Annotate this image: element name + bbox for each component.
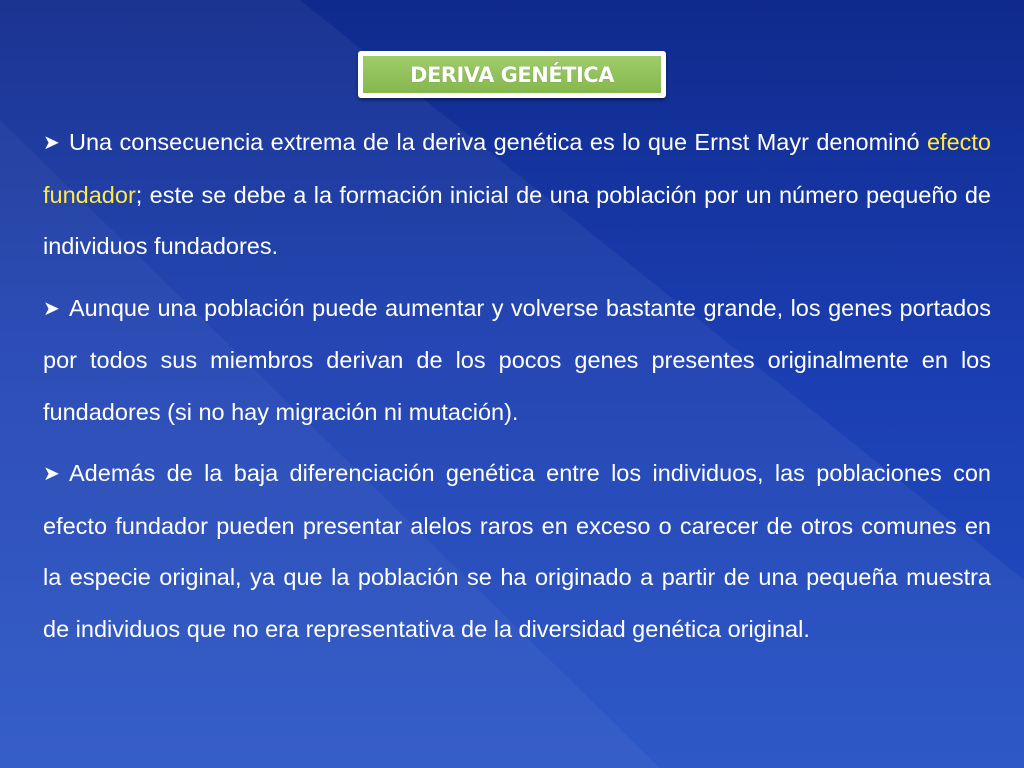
- paragraph-3: [43, 448, 991, 655]
- paragraph-2: [43, 283, 991, 439]
- paragraph-1: [43, 117, 991, 273]
- title-banner: [363, 56, 661, 93]
- chevron-right-icon: ➤: [43, 463, 60, 485]
- chevron-right-icon: ➤: [43, 132, 60, 154]
- paragraph-1-text-start: Una consecuencia extrema de la deriva genética es lo que Ernst Mayr denominó: [69, 129, 927, 155]
- paragraph-1-text-end: ; este se debe a la formación inicial de una población por un número pequeño de individuos fundadores.: [43, 181, 991, 259]
- paragraph-2-text: Aunque una población puede aumentar y volverse bastante grande, los genes portados por todos sus miembros derivan de los pocos genes presentes originalmente en los fundadores (si no hay migración ni mutación).: [43, 294, 991, 425]
- chevron-right-icon: ➤: [43, 297, 60, 320]
- highlight-term: efecto fundador: [43, 129, 991, 208]
- paragraph-3-text: Además de la baja diferenciación genética entre los individuos, las poblaciones con efecto fundador pueden presentar alelos raros en exceso o carecer de otros comunes en la especie original, ya que la población se ha originado a partir de una pequeña muestra de individuos que no era representativa de la diversidad genética original.: [43, 460, 991, 642]
- slide-content: [43, 117, 991, 665]
- title-box: [358, 51, 666, 98]
- slide-title: DERIVA GENÉTICA: [410, 62, 614, 87]
